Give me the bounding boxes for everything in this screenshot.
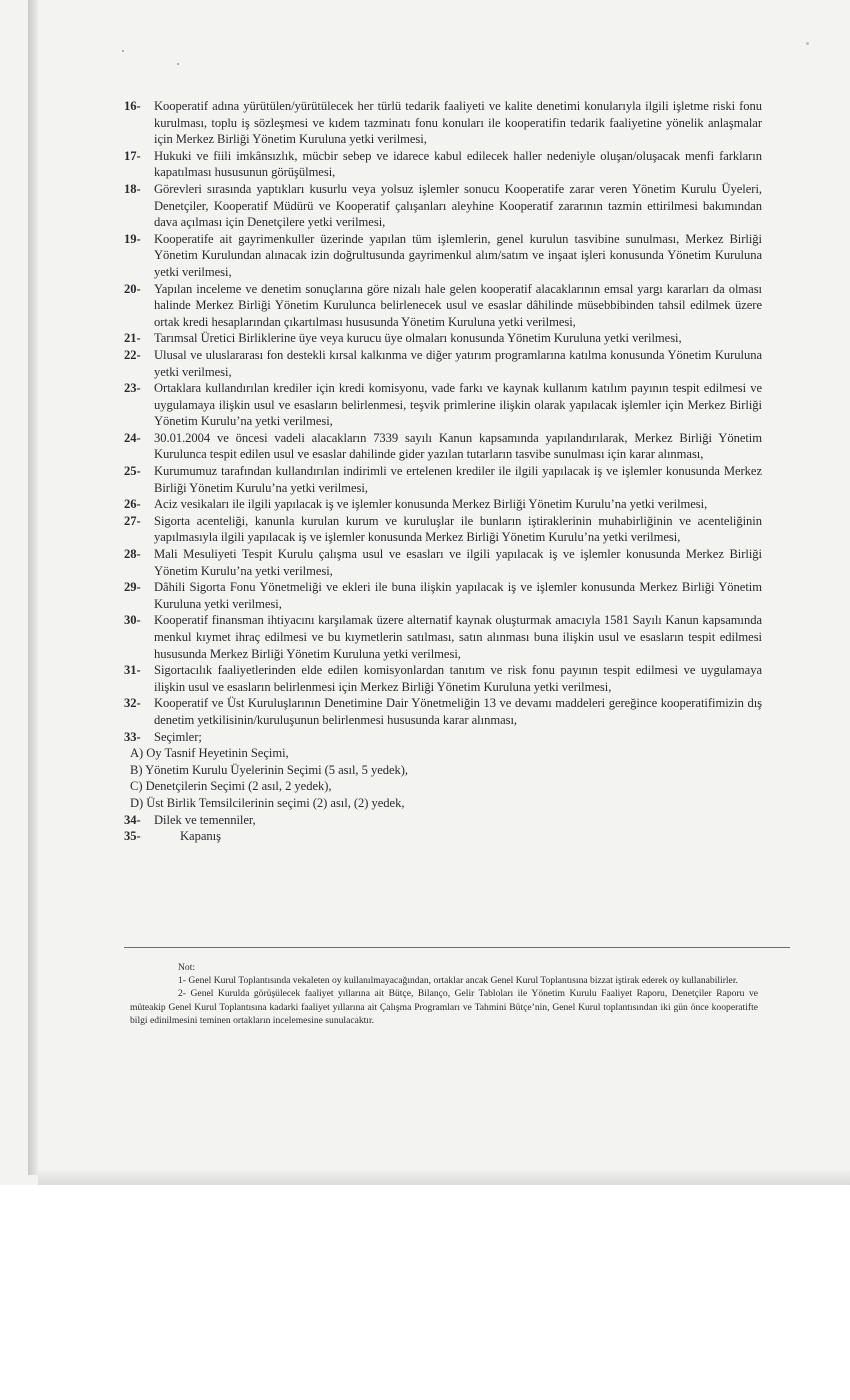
agenda-item-18 [124, 181, 762, 231]
agenda-item-28 [124, 546, 762, 579]
agenda-item-21 [124, 330, 762, 347]
item-text: Kooperatif adına yürütülen/yürütülecek her türlü tedarik faaliyeti ve kalite denetimi konularıyla ilgili işletme riski fonu kurulması, toplu iş sözleşmesi ve kıdem tazminatı fonu konuları ile kooperatifin tedarik faaliyetine yönelik anlaşmalar için Merkez Birliği Yönetim Kuruluna yetki verilmesi, [154, 99, 762, 147]
elections-list [124, 745, 762, 811]
item-text: Seçimler; [154, 729, 202, 744]
item-text: Ortaklara kullandırılan krediler için kredi komisyonu, vade farkı ve kaynak kullanım katılım payının tespit edilmesi ve uygulamaya ilişkin usul ve esasların belirlenmesi, teşvik primlerine ilişkin olarak yapılacak işlemler için Merkez Birliği Yönetim Kurulu’na yetki verilmesi, [154, 381, 762, 429]
item-number: 34- [124, 812, 141, 827]
item-number: 30- [124, 613, 141, 628]
item-number: 18- [124, 181, 141, 196]
scan-speck [806, 42, 809, 45]
agenda-item-33 [124, 729, 762, 746]
item-number: 26- [124, 497, 141, 512]
item-number: 31- [124, 663, 141, 678]
item-number: 20- [124, 281, 141, 296]
item-number: 25- [124, 464, 141, 479]
agenda-item-23 [124, 380, 762, 430]
item-text: Dâhili Sigorta Fonu Yönetmeliği ve ekleri ile buna ilişkin yapılacak iş ve işlemler konusunda Merkez Birliği Yönetim Kuruluna yetki verilmesi, [154, 580, 762, 611]
agenda-item-35 [124, 828, 762, 845]
scan-speck [177, 63, 179, 65]
agenda-item-29 [124, 579, 762, 612]
item-number: 35- [124, 829, 141, 844]
item-text: Kurumumuz tarafından kullandırılan indirimli ve ertelenen krediler ile ilgili yapılacak iş ve işlemler konusunda Merkez Birliği Yönetim Kurulu’na yetki verilmesi, [154, 464, 762, 495]
item-text: Kooperatif ve Üst Kuruluşlarının Denetimine Dair Yönetmeliğin 13 ve devamı maddeleri gereğince kooperatifimizin dış denetim yetkilisinin/kuruluşunun belirlenmesi hususunda karar alınması, [154, 696, 762, 727]
item-text: Sigorta acenteliği, kanunla kurulan kurum ve kuruluşlar ile bunların iştiraklerinin muhabirliğinin ve acenteliğinin yapılmasıyla ilgili yapılacak iş ve işlemler konusunda Merkez Birliği Yönetim Kurulu’na yetki verilmesi, [154, 513, 762, 545]
item-number: 19- [124, 231, 141, 246]
item-number: 16- [124, 99, 141, 113]
scan-edge-shadow [28, 0, 38, 1175]
item-text: Ulusal ve uluslararası fon destekli kırsal kalkınma ve diğer yatırım programlarına katılma konusunda Yönetim Kuruluna yetki verilmesi, [154, 347, 762, 379]
agenda-item-27 [124, 513, 762, 546]
item-text: Mali Mesuliyeti Tespit Kurulu çalışma usul ve esasları ve ilgili yapılacak iş ve işlemler konusunda Merkez Birliği Yönetim Kurulu’na yetki verilmesi, [154, 547, 762, 578]
item-text: Kooperatife ait gayrimenkuller üzerinde yapılan tüm işlemlerin, genel kurulun tasvibine sunulması, Merkez Birliği Yönetim Kurulundan alınacak izin doğrultusunda gayrimenkul alım/satım ve inşaat işleri konusunda Yönetim Kuruluna yetki verilmesi, [154, 231, 762, 279]
item-number: 27- [124, 513, 141, 528]
agenda-item-26 [124, 496, 762, 513]
item-text: Aciz vesikaları ile ilgili yapılacak iş ve işlemler konusunda Merkez Birliği Yönetim Kurulu’na yetki verilmesi, [154, 497, 708, 512]
item-text: Dilek ve temenniler, [154, 812, 256, 827]
agenda-item-24 [124, 430, 762, 463]
agenda-item-32 [124, 695, 762, 728]
item-number: 28- [124, 547, 141, 562]
election-d: D) Üst Birlik Temsilcilerinin seçimi (2) asıl, (2) yedek, [130, 795, 405, 810]
item-text: Yapılan inceleme ve denetim sonuçlarına göre nizalı hale gelen kooperatif alacaklarının emsal yargı kararları da olması halinde Merkez Birliği Yönetim Kurulunca belirlenecek usul ve esaslar dâhilinde müsebbibinden tahsil edilmek üzere ortak kredi hesaplarından çıkartılması hususunda Yönetim Kuruluna yetki verilmesi, [154, 281, 762, 329]
footnote-divider [124, 947, 790, 948]
item-number: 33- [124, 729, 141, 744]
item-text: Tarımsal Üretici Birliklerine üye veya kurucu üye olmaları konusunda Yönetim Kuruluna yetki verilmesi, [154, 331, 682, 346]
item-number: 32- [124, 696, 141, 711]
item-number: 29- [124, 580, 141, 595]
agenda-item-16 [124, 98, 762, 148]
agenda-item-34 [124, 812, 762, 829]
item-text: Sigortacılık faaliyetlerinden elde edilen komisyonlardan tanıtım ve risk fonu payının tespit edilmesi ve uygulamaya ilişkin usul ve esasların belirlenmesi için Merkez Birliği Yönetim Kuruluna yetki verilmesi, [154, 663, 762, 694]
agenda-list [124, 98, 762, 845]
agenda-item-19 [124, 231, 762, 281]
sheet-bottom-edge [38, 1170, 850, 1185]
item-text: Görevleri sırasında yaptıkları kusurlu veya yolsuz işlemler sonucu Kooperatife zarar veren Yönetim Kurulu Üyeleri, Denetçiler, Kooperatif Müdürü ve Kooperatif çalışanları aleyhine Kooperatif zararının tazmin ettirilmesi bakımından dava açılması için Denetçilere yetki verilmesi, [154, 181, 762, 230]
agenda-item-31 [124, 662, 762, 695]
agenda-item-25 [124, 463, 762, 496]
note-2: 2- Genel Kurulda görüşülecek faaliyet yıllarına ait Bütçe, Bilanço, Gelir Tabloları ile Yönetim Kurulu Faaliyet Raporu, Denetçiler Raporu ve müteakip Genel Kurul Toplantısına kadarki faaliyet yıllarına ait Çalışma Programları ve Tahmini Bütçe’nin, Genel Kurul toplantısından iki gün önce kooperatifte bilgi edinilmesini teminen ortakların incelemesine sunulacaktır. [130, 988, 758, 1026]
agenda-item-20 [124, 281, 762, 331]
note-title: Not: [178, 962, 196, 973]
item-number: 21- [124, 331, 141, 346]
footnotes [130, 961, 758, 1027]
election-c: C) Denetçilerin Seçimi (2 asıl, 2 yedek), [130, 779, 332, 794]
item-number: 24- [124, 430, 141, 445]
agenda-item-30 [124, 612, 762, 662]
item-text: Kooperatif finansman ihtiyacını karşılamak üzere alternatif kaynak oluşturmak amacıyla 1581 Sayılı Kanun kapsamında menkul kıymet ihraç edilmesi ve bu kıymetlerin satılması, satın alınması buna ilişkin usul ve esasların tespit edilmesi hususunda Merkez Birliği Yönetim Kuruluna yetki verilmesi, [154, 613, 762, 661]
item-number: 22- [124, 347, 141, 362]
election-b: B) Yönetim Kurulu Üyelerinin Seçimi (5 asıl, 5 yedek), [130, 762, 409, 777]
note-1: 1- Genel Kurul Toplantısında vekaleten oy kullanılmayacağından, ortaklar ancak Genel Kurul Toplantısına bizzat iştirak ederek oy kullanabilirler. [178, 975, 738, 987]
item-text: Kapanış [180, 829, 221, 844]
item-text: Hukuki ve fiili imkânsızlık, mücbir sebep ve idarece kabul edilecek haller nedeniyle oluşan/oluşacak menfi farkların kapatılması hususunun görüşülmesi, [154, 148, 762, 180]
election-a: A) Oy Tasnif Heyetinin Seçimi, [130, 746, 289, 761]
scan-speck [122, 50, 124, 52]
agenda-item-17 [124, 148, 762, 181]
item-number: 17- [124, 148, 141, 163]
item-number: 23- [124, 381, 141, 396]
agenda-item-22 [124, 347, 762, 380]
item-text: 30.01.2004 ve öncesi vadeli alacakların 7339 sayılı Kanun kapsamında yapılandırılarak, Merkez Birliği Yönetim Kurulunca tespit edilen usul ve esaslar dahilinde gider yazılan tutarların tasvibe sunulması için karar alınması, [154, 430, 762, 462]
